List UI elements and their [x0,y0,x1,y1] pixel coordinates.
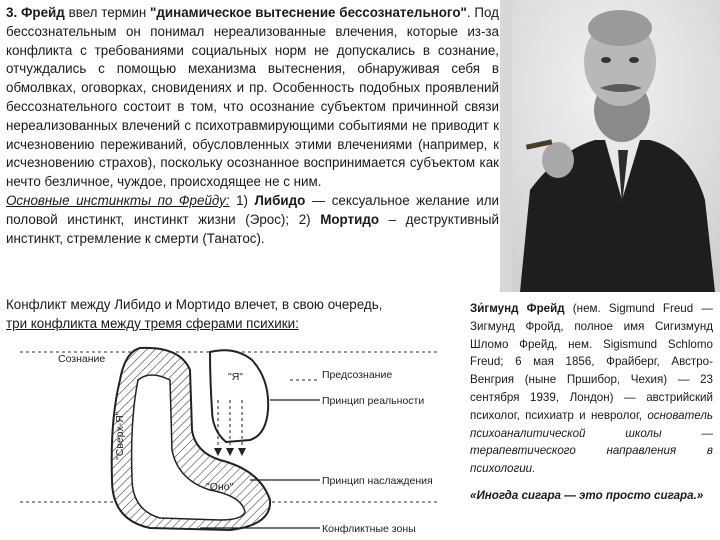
instincts-label: Основные инстинкты по Фрейду: [6,192,230,208]
libido-term: Либидо [254,192,306,208]
mortido-definition: – деструктивный инстинкт, стремление к смерти (Танатос). [6,211,499,246]
ego-region [210,350,268,442]
label-id: "Оно" [206,481,234,493]
freud-biography [470,300,713,478]
label-preconsciousness: Предсознание [322,369,393,381]
section-number: 3. [6,5,18,20]
libido-definition: — сексуальное желание или половой инстинкт, инстинкт жизни (Эрос); 2) [6,192,499,227]
main-text-block [6,4,499,248]
label-pleasure-principle: Принцип наслаждения [322,475,433,487]
intro-text: ввел термин [64,5,151,20]
bio-details: (нем. Sigmund Freud — Зигмунд Фройд, полное имя Сигизмунд Шломо Фрейд, нем. Sigismund Schlomo Freud; 6 мая 1856, Фрайберг, Австро-Венгрия (ныне Пршибор, Чехия) — 23 сентября 1939, Лондон) — австрийский психолог, психиатр и невролог, [470,302,713,422]
bio-paragraph [470,300,713,478]
label-consciousness: Сознание [58,353,106,365]
freud-portrait-photo [500,0,720,292]
bio-name: Зи́гмунд Фрейд [470,302,565,315]
bio-founder: основатель психоаналитической школы — терапевтического направления в психологии. [470,408,713,476]
term-text: "динамическое вытеснение бессознательного" [150,5,467,20]
psyche-diagram [20,340,450,540]
label-superego: "Сверх-Я" [114,411,126,460]
mortido-term: Мортидо [320,211,380,227]
portrait-image [500,0,720,292]
conflict-text [6,296,461,334]
conflict-line-1: Конфликт между Либидо и Мортидо влечет, в свою очередь, [6,297,383,312]
body-text: . Под бессознательным он понимал нереализованные влечения, которые из-за конфликта с требованиями социальных норм не допускались в сознание, отчуждались с помощью механизма вытеснения, обнаруживая себя в обмолвках, оговорках, сновидениях и пр. Особенность подобных проявлений бессознательного состоит в том, что осознание субъектом причинной связи нереализованных влечений с психотравмирующими событиями не приводит к исчезновению переживаний, обусловленных этими влечениями (например, к исчезновению страхов), поскольку осознанное воспринимается субъектом как нечто безличное, чуждое, происходящее не с ним. [6,5,499,190]
main-paragraph [6,4,499,192]
label-ego: "Я" [228,371,244,383]
label-conflict-zones: Конфликтные зоны [322,523,416,535]
instincts-paragraph [6,192,499,248]
label-reality-principle: Принцип реальности [322,395,425,407]
libido-prefix: 1) [229,192,255,208]
author-name: Фрейд [20,5,65,20]
conflict-line-2: три конфликта между тремя сферами психики: [6,315,299,331]
freud-quote: «Иногда сигара — это просто сигара.» [470,489,704,502]
